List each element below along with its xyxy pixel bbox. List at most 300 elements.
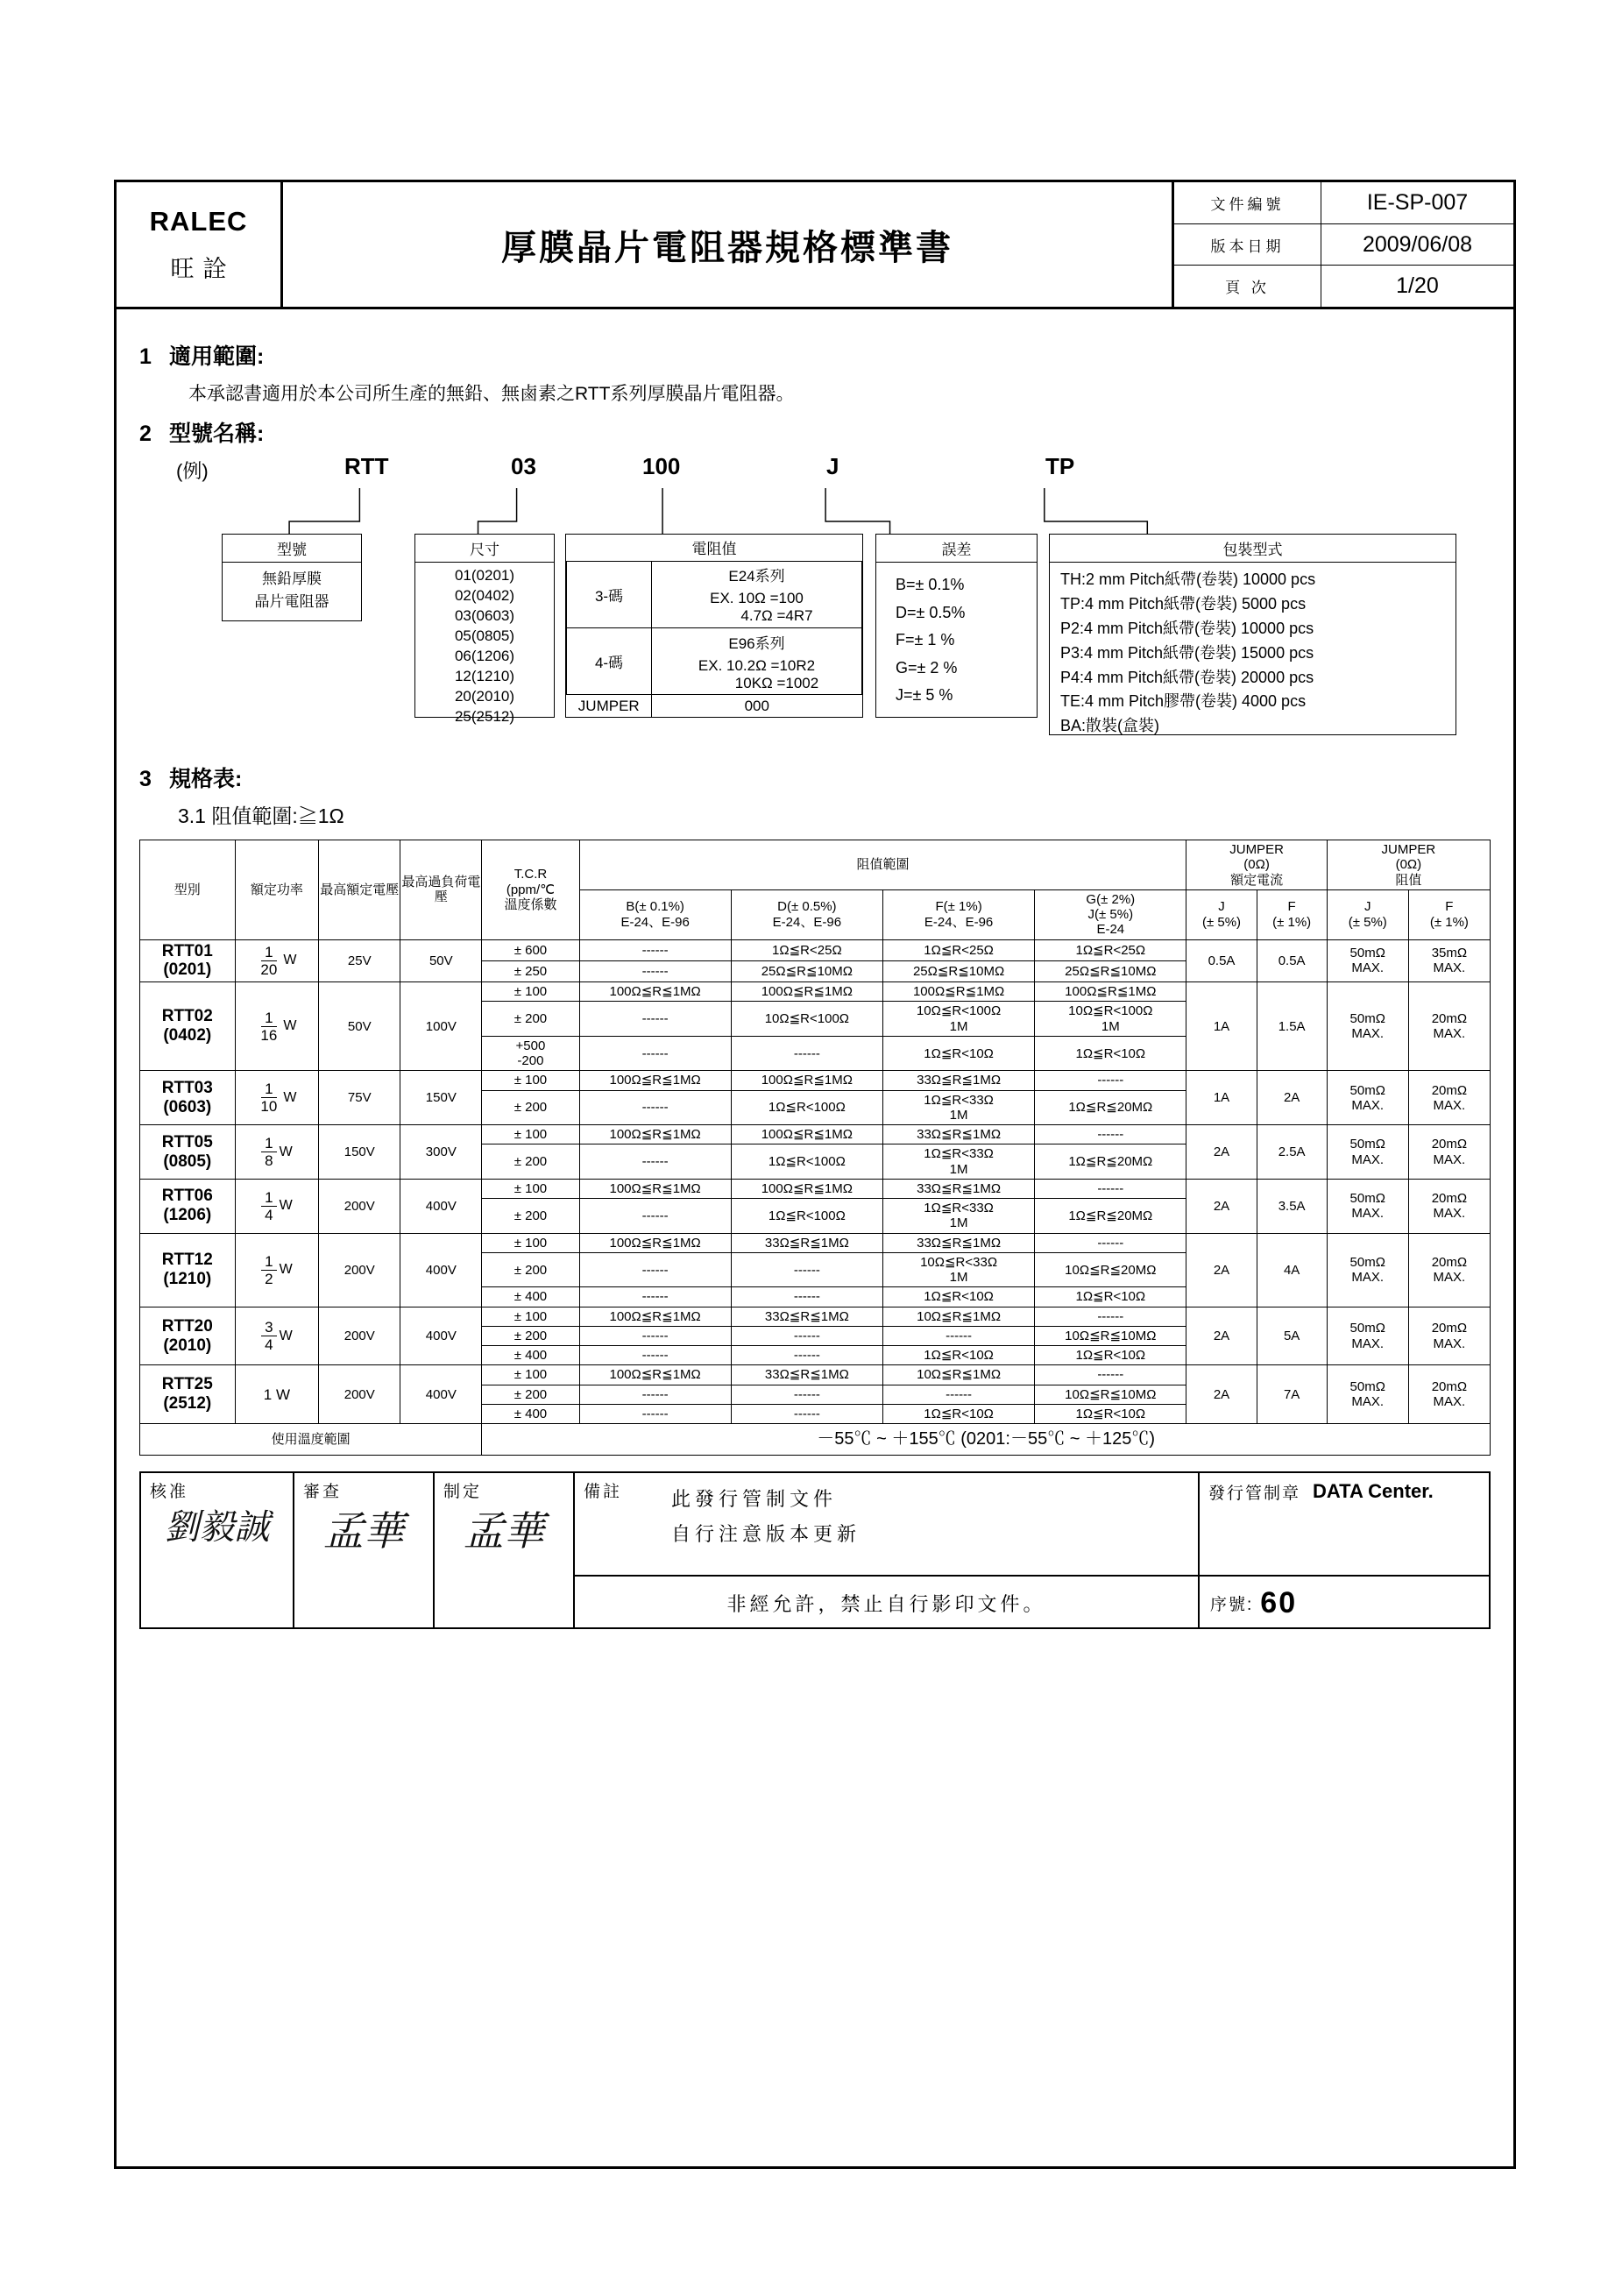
cell-tcr: ± 100: [482, 1233, 579, 1252]
pn-res-ex-e96-line1: EX. 10.2Ω =10R2: [698, 656, 816, 674]
pn-packing-item: TH:2 mm Pitch紙帶(卷裝) 10000 pcs: [1060, 570, 1316, 588]
cell-jumper-res-j: 50mΩ MAX.: [1327, 1125, 1408, 1180]
cell-power: $\frac{3}{4}$ W: [235, 1307, 319, 1365]
cell-jumper-res-f: 20mΩ MAX.: [1408, 1365, 1490, 1424]
th-jc-J-line2: (± 5%): [1201, 914, 1242, 930]
section-2-number: 2: [139, 422, 152, 446]
footer-review: [294, 1473, 435, 1627]
cell-jumper-res-j: 50mΩ MAX.: [1327, 1365, 1408, 1424]
part-number-codes: [169, 453, 1491, 488]
pn-res-ex-e24-line2: 4.7Ω =4R7: [740, 607, 813, 625]
cell-range-G: ------: [1035, 1179, 1186, 1198]
cell-range-D: ------: [731, 1385, 882, 1404]
section-3-1-heading: 3.1 阻值範圍:≧1Ω: [178, 804, 344, 827]
remark-line-1: 此發行管制文件: [671, 1488, 838, 1511]
th-jumper-current-title: JUMPER: [1229, 842, 1284, 857]
pn-type-box: [222, 534, 362, 621]
cell-range-B: ------: [579, 1252, 731, 1287]
part-number-example-label: (例): [176, 460, 209, 482]
cell-range-F: 10Ω≦R≦1MΩ: [882, 1307, 1034, 1326]
pn-size-item: 20(2010): [454, 687, 515, 705]
pn-packing-box: [1049, 534, 1456, 735]
cell-power: 1 W: [235, 1365, 319, 1424]
table-row: [140, 1233, 1491, 1252]
cell-range-F: 33Ω≦R≦1MΩ: [882, 1125, 1034, 1144]
cell-range-D: 100Ω≦R≦1MΩ: [731, 1125, 882, 1144]
pn-resistance-box: [565, 534, 863, 718]
pn-tolerance-item: J=± 5 %: [896, 686, 953, 704]
cell-overload-voltage: 100V: [400, 982, 482, 1071]
cell-range-B: ------: [579, 939, 731, 960]
cell-jumper-current-j: 0.5A: [1186, 939, 1257, 982]
cell-jumper-current-j: 2A: [1186, 1125, 1257, 1180]
remark-label: 備註: [584, 1483, 623, 1502]
cell-tcr: ± 400: [482, 1346, 579, 1365]
spec-footer-value: －55℃ ~ ＋155℃ (0201:－55℃ ~ ＋125℃): [482, 1424, 1491, 1456]
cell-range-B: ------: [579, 1404, 731, 1423]
section-1-title: 適用範圍:: [169, 344, 265, 369]
pn-size-item: 12(1210): [454, 667, 515, 684]
cell-working-voltage: 200V: [319, 1307, 400, 1365]
cell-range-F: 25Ω≦R≦10MΩ: [882, 960, 1034, 981]
cell-tcr: ± 100: [482, 982, 579, 1002]
section-1-heading: [139, 339, 1491, 371]
cell-jumper-current-f: 3.5A: [1257, 1179, 1327, 1233]
cell-jumper-current-f: 5A: [1257, 1307, 1327, 1365]
cell-range-G: 1Ω≦R<10Ω: [1035, 1287, 1186, 1307]
cell-jumper-current-f: 2.5A: [1257, 1125, 1327, 1180]
document-title: 厚膜晶片電阻器規格標準書: [501, 228, 953, 267]
footer-make: [435, 1473, 575, 1627]
cell-range-B: ------: [579, 1385, 731, 1404]
pn-code-resistance: 100: [642, 453, 681, 479]
pn-res-ex-e24-line1: EX. 10Ω =100: [710, 590, 804, 607]
spec-footer-label: 使用溫度範圍: [140, 1424, 482, 1456]
cell-tcr: ± 200: [482, 1199, 579, 1234]
pn-type-line2: 晶片電阻器: [254, 592, 329, 610]
cell-jumper-current-j: 2A: [1186, 1233, 1257, 1307]
section-3-number: 3: [139, 767, 152, 791]
cell-power: $\frac{1}{2}$ W: [235, 1233, 319, 1307]
pn-res-ex-e96-line2: 10KΩ =1002: [734, 674, 819, 691]
cell-range-B: ------: [579, 1287, 731, 1307]
th-tcr-line3: 溫度係數: [504, 896, 557, 912]
pn-res-jumper-value: 000: [652, 695, 862, 717]
cell-overload-voltage: 150V: [400, 1071, 482, 1125]
pn-res-ex-e96: [652, 655, 862, 695]
th-col-B-line2: E-24、E-96: [620, 914, 690, 930]
cell-jumper-res-f: 20mΩ MAX.: [1408, 1125, 1490, 1180]
cell-range-G: 1Ω≦R≦20MΩ: [1035, 1199, 1186, 1234]
cell-range-F: ------: [882, 1385, 1034, 1404]
section-1-text: 本承認書適用於本公司所生產的無鉛、無鹵素之RTT系列厚膜晶片電阻器。: [188, 384, 795, 404]
cell-range-D: ------: [731, 1287, 882, 1307]
cell-range-B: ------: [579, 1002, 731, 1037]
cell-range-D: ------: [731, 1346, 882, 1365]
pn-size-item: 02(0402): [454, 586, 515, 604]
cell-range-B: 100Ω≦R≦1MΩ: [579, 982, 731, 1002]
review-label: 審查: [303, 1483, 343, 1502]
pn-packing-item: TP:4 mm Pitch紙帶(卷裝) 5000 pcs: [1060, 594, 1307, 613]
cell-working-voltage: 200V: [319, 1179, 400, 1233]
pn-size-item: 01(0201): [454, 567, 515, 584]
cell-tcr: ± 400: [482, 1287, 579, 1307]
cell-tcr: ± 200: [482, 1144, 579, 1180]
table-row: [140, 939, 1491, 960]
pn-tolerance-item: D=± 0.5%: [896, 603, 966, 621]
th-jumper-res-title: JUMPER: [1381, 842, 1436, 857]
cell-range-G: 1Ω≦R≦20MΩ: [1035, 1144, 1186, 1180]
cell-power: $\frac{1}{16}$ W: [235, 982, 319, 1071]
cell-range-F: 33Ω≦R≦1MΩ: [882, 1071, 1034, 1090]
remark-text: [671, 1473, 1198, 1575]
meta-value-date: 2009/06/08: [1362, 231, 1473, 257]
cell-power: $\frac{1}{4}$ W: [235, 1179, 319, 1233]
cell-jumper-res-j: 50mΩ MAX.: [1327, 1179, 1408, 1233]
cell-jumper-res-j: 50mΩ MAX.: [1327, 1071, 1408, 1125]
meta-row-docnumber: [1174, 182, 1513, 224]
cell-tcr: ± 100: [482, 1125, 579, 1144]
cell-range-D: 1Ω≦R<100Ω: [731, 1144, 882, 1180]
footer-approve: [141, 1473, 294, 1627]
pn-res-code-4: 4-碼: [567, 628, 652, 695]
cell-tcr: ± 600: [482, 939, 579, 960]
cell-working-voltage: 200V: [319, 1233, 400, 1307]
cell-range-F: 1Ω≦R<10Ω: [882, 1036, 1034, 1071]
cell-range-F: 1Ω≦R<10Ω: [882, 1287, 1034, 1307]
th-col-G: [1035, 889, 1186, 939]
pn-res-code-3: 3-碼: [567, 561, 652, 627]
section-2-heading: [139, 416, 1491, 448]
cell-range-B: ------: [579, 960, 731, 981]
cell-range-D: 33Ω≦R≦1MΩ: [731, 1233, 882, 1252]
cell-range-D: 33Ω≦R≦1MΩ: [731, 1307, 882, 1326]
cell-working-voltage: 75V: [319, 1071, 400, 1125]
cell-range-B: ------: [579, 1036, 731, 1071]
cell-jumper-res-f: 35mΩ MAX.: [1408, 939, 1490, 982]
pn-resistance-title: 電阻值: [567, 535, 862, 561]
control-stamp: [1200, 1473, 1489, 1577]
table-row: [140, 1071, 1491, 1090]
pn-type-title: 型號: [223, 535, 361, 563]
cell-tcr: ± 100: [482, 1179, 579, 1198]
cell-range-G: ------: [1035, 1307, 1186, 1326]
cell-tcr: ± 200: [482, 1002, 579, 1037]
section-1-number: 1: [139, 344, 152, 369]
cell-working-voltage: 25V: [319, 939, 400, 982]
section-3-heading: [139, 762, 1491, 793]
th-col-G-line3: E-24: [1096, 922, 1125, 938]
pn-size-title: 尺寸: [415, 535, 554, 563]
th-jr-J-line1: J: [1364, 899, 1371, 915]
cell-working-voltage: 50V: [319, 982, 400, 1071]
cell-range-G: 25Ω≦R≦10MΩ: [1035, 960, 1186, 981]
pn-tolerance-title: 誤差: [876, 535, 1037, 563]
th-jc-F: [1257, 889, 1327, 939]
pn-res-ex-e24: [652, 588, 862, 628]
cell-range-F: 1Ω≦R<25Ω: [882, 939, 1034, 960]
th-col-D: [731, 889, 882, 939]
serial-value: 60: [1260, 1585, 1298, 1619]
cell-range-G: 10Ω≦R≦10MΩ: [1035, 1385, 1186, 1404]
cell-power: $\frac{1}{20}$ W: [235, 939, 319, 982]
pn-packing-item: P4:4 mm Pitch紙帶(卷裝) 20000 pcs: [1060, 668, 1314, 686]
th-jc-F-line2: (± 1%): [1272, 914, 1312, 930]
cell-range-G: ------: [1035, 1365, 1186, 1385]
make-signature: 孟華: [464, 1507, 544, 1555]
cell-model: RTT01 (0201): [140, 939, 236, 982]
th-max-working-voltage: 最高額定電壓: [319, 840, 400, 940]
specification-table: [139, 840, 1491, 1456]
th-jr-F-line1: F: [1445, 899, 1454, 915]
cell-range-G: 100Ω≦R≦1MΩ: [1035, 982, 1186, 1002]
cell-overload-voltage: 400V: [400, 1233, 482, 1307]
cell-range-B: ------: [579, 1144, 731, 1180]
cell-range-B: 100Ω≦R≦1MΩ: [579, 1071, 731, 1090]
cell-jumper-res-f: 20mΩ MAX.: [1408, 982, 1490, 1071]
pn-res-code-jumper: JUMPER: [567, 695, 652, 717]
th-col-G-line2: J(± 5%): [1087, 907, 1134, 922]
cell-range-D: ------: [731, 1326, 882, 1345]
cell-jumper-res-f: 20mΩ MAX.: [1408, 1179, 1490, 1233]
cell-range-G: ------: [1035, 1125, 1186, 1144]
cell-range-G: 10Ω≦R≦10MΩ: [1035, 1326, 1186, 1345]
cell-range-G: ------: [1035, 1233, 1186, 1252]
cell-jumper-current-j: 1A: [1186, 982, 1257, 1071]
th-resistance-range: 阻值範圍: [579, 840, 1186, 890]
cell-jumper-current-f: 0.5A: [1257, 939, 1327, 982]
document-body: [117, 309, 1513, 1456]
pn-code-tolerance: J: [826, 453, 839, 479]
pn-size-item: 06(1206): [454, 647, 515, 664]
meta-row-date: [1174, 224, 1513, 266]
th-jr-F-line2: (± 1%): [1429, 914, 1469, 930]
meta-label-docnumber: 文件編號: [1174, 182, 1321, 223]
document-header: [117, 182, 1513, 309]
pn-tolerance-item: G=± 2 %: [896, 658, 958, 677]
cell-range-F: 33Ω≦R≦1MΩ: [882, 1179, 1034, 1198]
cell-range-G: 10Ω≦R≦20MΩ: [1035, 1252, 1186, 1287]
serial-label: 序號:: [1210, 1595, 1254, 1614]
meta-value-page: 1/20: [1396, 273, 1439, 299]
cell-overload-voltage: 400V: [400, 1307, 482, 1365]
cell-range-D: 10Ω≦R<100Ω: [731, 1002, 882, 1037]
pn-tolerance-item: B=± 0.1%: [896, 576, 965, 593]
cell-model: RTT02 (0402): [140, 982, 236, 1071]
cell-range-B: 100Ω≦R≦1MΩ: [579, 1365, 731, 1385]
cell-model: RTT03 (0603): [140, 1071, 236, 1125]
pn-tolerance-item: F=± 1 %: [896, 631, 955, 648]
cell-tcr: ± 200: [482, 1385, 579, 1404]
cell-jumper-current-j: 2A: [1186, 1179, 1257, 1233]
cell-range-B: ------: [579, 1326, 731, 1345]
th-jumper-current: [1186, 840, 1327, 890]
table-row: [140, 1365, 1491, 1385]
cell-range-D: 1Ω≦R<25Ω: [731, 939, 882, 960]
th-col-D-line2: E-24、E-96: [772, 914, 842, 930]
brand-name-cn: 旺詮: [170, 255, 236, 282]
cell-power: $\frac{1}{8}$ W: [235, 1125, 319, 1180]
cell-tcr: ± 100: [482, 1071, 579, 1090]
cell-range-G: 1Ω≦R<10Ω: [1035, 1404, 1186, 1423]
th-jr-J-line2: (± 5%): [1348, 914, 1387, 930]
cell-range-F: 10Ω≦R<100Ω 1M: [882, 1002, 1034, 1037]
cell-range-D: 1Ω≦R<100Ω: [731, 1199, 882, 1234]
cell-overload-voltage: 400V: [400, 1179, 482, 1233]
meta-row-page: [1174, 266, 1513, 307]
approve-label: 核准: [150, 1483, 189, 1502]
cell-tcr: ± 200: [482, 1326, 579, 1345]
spec-sheet: [114, 180, 1516, 2169]
cell-range-F: 1Ω≦R<10Ω: [882, 1404, 1034, 1423]
cell-range-D: 100Ω≦R≦1MΩ: [731, 1179, 882, 1198]
th-col-G-line1: G(± 2%): [1086, 891, 1136, 907]
cell-model: RTT05 (0805): [140, 1125, 236, 1180]
pn-size-box: [414, 534, 555, 725]
cell-tcr: ± 100: [482, 1307, 579, 1326]
cell-working-voltage: 200V: [319, 1365, 400, 1424]
cell-range-D: 33Ω≦R≦1MΩ: [731, 1365, 882, 1385]
cell-jumper-current-f: 7A: [1257, 1365, 1327, 1424]
pn-tolerance-box: [875, 534, 1038, 718]
pn-resistance-table: [566, 535, 862, 717]
th-jr-J: [1327, 889, 1408, 939]
cell-range-F: 1Ω≦R<33Ω 1M: [882, 1144, 1034, 1180]
meta-label-date: 版本日期: [1174, 224, 1321, 266]
cell-jumper-res-f: 20mΩ MAX.: [1408, 1307, 1490, 1365]
cell-range-G: 1Ω≦R<10Ω: [1035, 1036, 1186, 1071]
cell-range-F: 10Ω≦R≦1MΩ: [882, 1365, 1034, 1385]
cell-range-B: 100Ω≦R≦1MΩ: [579, 1307, 731, 1326]
cell-range-B: ------: [579, 1090, 731, 1125]
cell-jumper-current-j: 1A: [1186, 1071, 1257, 1125]
cell-jumper-current-f: 2A: [1257, 1071, 1327, 1125]
control-value: DATA Center.: [1313, 1480, 1434, 1503]
cell-jumper-res-f: 20mΩ MAX.: [1408, 1071, 1490, 1125]
cell-tcr: ± 250: [482, 960, 579, 981]
pn-res-series-e24: E24系列: [652, 561, 862, 587]
remark-top: [575, 1473, 1198, 1577]
cell-range-D: 100Ω≦R≦1MΩ: [731, 1071, 882, 1090]
serial-row: [1200, 1577, 1489, 1629]
cell-model: RTT12 (1210): [140, 1233, 236, 1307]
th-col-F-line1: F(± 1%): [935, 899, 982, 915]
cell-jumper-current-f: 1.5A: [1257, 982, 1327, 1071]
th-jr-F: [1408, 889, 1490, 939]
pn-size-item: 05(0805): [454, 627, 515, 644]
cell-range-B: 100Ω≦R≦1MΩ: [579, 1233, 731, 1252]
cell-range-G: 1Ω≦R≦20MΩ: [1035, 1090, 1186, 1125]
cell-jumper-res-j: 50mΩ MAX.: [1327, 982, 1408, 1071]
table-row: [140, 1179, 1491, 1198]
pn-code-packing: TP: [1045, 453, 1075, 479]
th-jumper-res-ohm: (0Ω): [1395, 857, 1422, 873]
brand-name: RALEC: [149, 205, 248, 237]
th-jumper-resistance: [1327, 840, 1490, 890]
th-tcr: [482, 840, 579, 940]
cell-model: RTT06 (1206): [140, 1179, 236, 1233]
remark-line-2: 自行注意版本更新: [671, 1522, 861, 1545]
cell-range-D: 1Ω≦R<100Ω: [731, 1090, 882, 1125]
th-tcr-line1: T.C.R: [514, 867, 548, 882]
section-3-title: 規格表:: [169, 767, 243, 791]
cell-range-F: 1Ω≦R<33Ω 1M: [882, 1090, 1034, 1125]
document-footer: [139, 1471, 1491, 1629]
pn-code-size: 03: [511, 453, 536, 479]
pn-type-line1: 無鉛厚膜: [262, 570, 322, 587]
cell-range-G: 1Ω≦R<25Ω: [1035, 939, 1186, 960]
table-row: [140, 1125, 1491, 1144]
company-logo: [117, 182, 283, 307]
pn-packing-item: TE:4 mm Pitch膠帶(卷裝) 4000 pcs: [1060, 692, 1307, 711]
cell-range-G: ------: [1035, 1071, 1186, 1090]
cell-range-F: ------: [882, 1326, 1034, 1345]
th-tcr-line2: (ppm/℃: [506, 882, 556, 897]
cell-overload-voltage: 50V: [400, 939, 482, 982]
cell-range-D: ------: [731, 1252, 882, 1287]
th-jc-J-line1: J: [1218, 899, 1225, 915]
section-2-title: 型號名稱:: [169, 422, 265, 446]
cell-model: RTT20 (2010): [140, 1307, 236, 1365]
cell-range-F: 100Ω≦R≦1MΩ: [882, 982, 1034, 1002]
cell-model: RTT25 (2512): [140, 1365, 236, 1424]
cell-range-F: 33Ω≦R≦1MΩ: [882, 1233, 1034, 1252]
cell-jumper-res-j: 50mΩ MAX.: [1327, 939, 1408, 982]
cell-jumper-current-f: 4A: [1257, 1233, 1327, 1307]
cell-tcr: ± 200: [482, 1252, 579, 1287]
meta-value-docnumber: IE-SP-007: [1366, 189, 1469, 215]
cell-tcr: +500 -200: [482, 1036, 579, 1071]
pn-packing-item: P3:4 mm Pitch紙帶(卷裝) 15000 pcs: [1060, 643, 1314, 662]
review-signature: 孟華: [323, 1507, 404, 1555]
cell-range-F: 1Ω≦R<33Ω 1M: [882, 1199, 1034, 1234]
cell-jumper-current-j: 2A: [1186, 1307, 1257, 1365]
pn-packing-item: BA:散裝(盒裝): [1060, 717, 1160, 735]
cell-overload-voltage: 400V: [400, 1365, 482, 1424]
remark-notice: 非經允許，禁止自行影印文件。: [726, 1592, 1046, 1615]
cell-range-B: 100Ω≦R≦1MΩ: [579, 1125, 731, 1144]
cell-range-G: 10Ω≦R<100Ω 1M: [1035, 1002, 1186, 1037]
meta-label-page: 頁 次: [1174, 266, 1321, 307]
cell-overload-voltage: 300V: [400, 1125, 482, 1180]
cell-tcr: ± 100: [482, 1365, 579, 1385]
cell-range-F: 10Ω≦R<33Ω 1M: [882, 1252, 1034, 1287]
th-col-D-line1: D(± 0.5%): [777, 899, 837, 915]
cell-range-B: ------: [579, 1346, 731, 1365]
cell-range-F: 1Ω≦R<10Ω: [882, 1346, 1034, 1365]
cell-working-voltage: 150V: [319, 1125, 400, 1180]
th-power: 額定功率: [235, 840, 319, 940]
pn-packing-item: P2:4 mm Pitch紙帶(卷裝) 10000 pcs: [1060, 619, 1314, 637]
cell-range-D: ------: [731, 1404, 882, 1423]
cell-range-B: 100Ω≦R≦1MΩ: [579, 1179, 731, 1198]
cell-jumper-current-j: 2A: [1186, 1365, 1257, 1424]
pn-size-item: 25(2512): [454, 707, 515, 725]
footer-control: [1200, 1473, 1489, 1627]
cell-range-D: 100Ω≦R≦1MΩ: [731, 982, 882, 1002]
cell-power: $\frac{1}{10}$ W: [235, 1071, 319, 1125]
cell-tcr: ± 200: [482, 1090, 579, 1125]
pn-code-type: RTT: [344, 453, 389, 479]
th-col-B: [579, 889, 731, 939]
th-overload-voltage: 最高過負荷電壓: [400, 840, 482, 940]
th-jumper-res-sub: 阻值: [1395, 872, 1422, 888]
cell-jumper-res-j: 50mΩ MAX.: [1327, 1233, 1408, 1307]
spec-table-body: [140, 939, 1491, 1424]
cell-range-B: ------: [579, 1199, 731, 1234]
th-jumper-current-sub: 額定電流: [1230, 872, 1284, 888]
table-row: [140, 982, 1491, 1002]
